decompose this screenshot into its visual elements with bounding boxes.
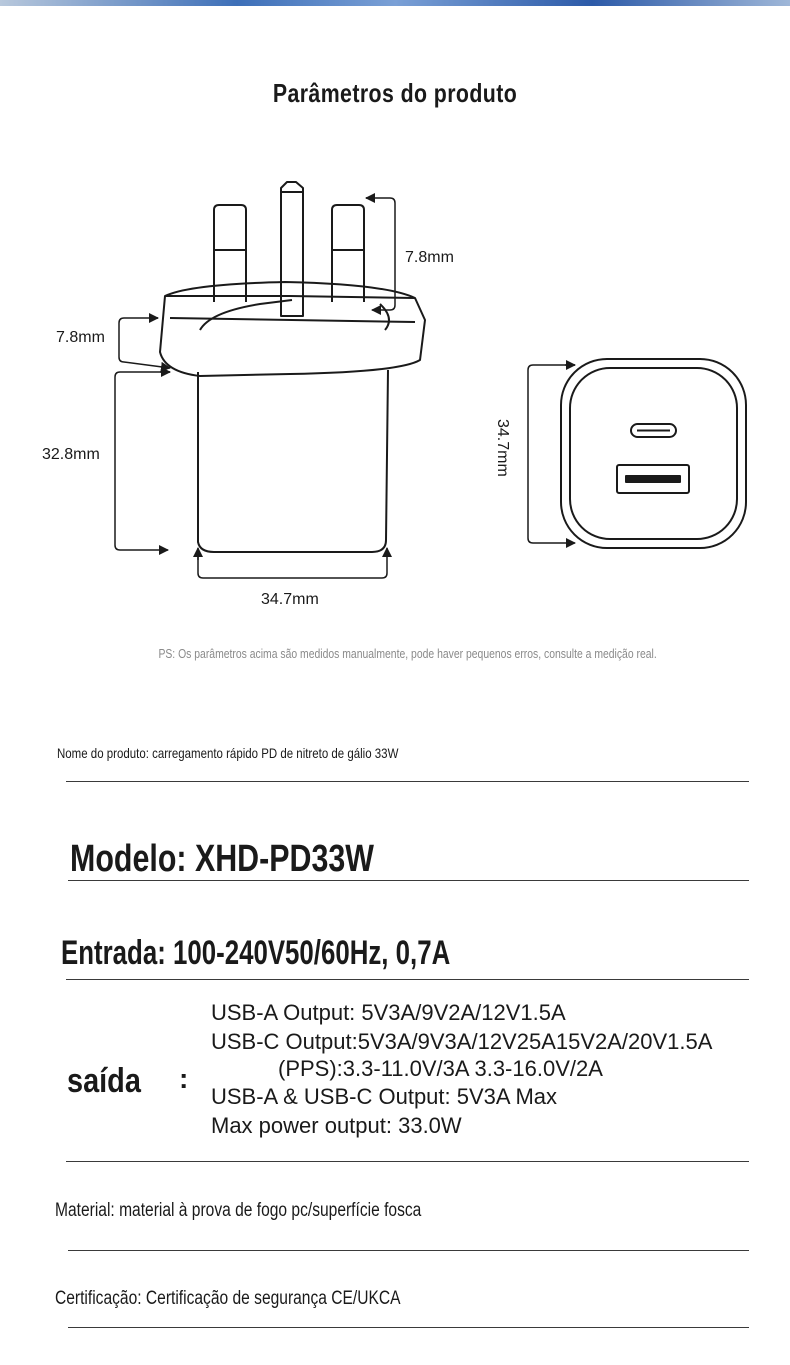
label-top-depth: 7.8mm bbox=[56, 329, 105, 346]
label-side-height: 34.7mm bbox=[494, 419, 511, 477]
label-body-height: 32.8mm bbox=[42, 446, 100, 463]
divider bbox=[68, 1250, 749, 1251]
spec-product-name: Nome do produto: carregamento rápido PD de nitreto de gálio 33W bbox=[57, 745, 399, 761]
dimension-body-height-line bbox=[115, 372, 170, 550]
page-title: Parâmetros do produto bbox=[272, 78, 518, 108]
spec-output-line: USB-C Output:5V3A/9V3A/12V25A15V2A/20V1.5A bbox=[211, 1029, 713, 1054]
divider bbox=[66, 1161, 749, 1162]
spec-output-line: Max power output: 33.0W bbox=[211, 1113, 462, 1138]
spec-material: Material: material à prova de fogo pc/superfície fosca bbox=[55, 1200, 422, 1221]
spec-output-line: USB-A Output: 5V3A/9V2A/12V1.5A bbox=[211, 1000, 566, 1025]
usb-c-port bbox=[631, 424, 676, 437]
divider bbox=[66, 979, 749, 980]
charger-dimension-diagram bbox=[0, 150, 790, 610]
usb-a-port bbox=[617, 465, 689, 493]
plug-prong-left bbox=[214, 205, 246, 302]
spec-output-colon: : bbox=[179, 1063, 189, 1094]
dimension-prong-width-line bbox=[366, 198, 395, 310]
spec-output-list bbox=[211, 998, 712, 1140]
charger-front-view bbox=[561, 359, 746, 548]
label-body-width: 34.7mm bbox=[261, 591, 319, 608]
measurement-note: PS: Os parâmetros acima são medidos manualmente, pode haver pequenos erros, consulte a medição real. bbox=[158, 646, 657, 661]
divider bbox=[68, 1327, 749, 1328]
dimension-side-height-line bbox=[528, 365, 575, 543]
spec-output-line: USB-A & USB-C Output: 5V3A Max bbox=[211, 1084, 558, 1109]
charger-body bbox=[198, 370, 388, 552]
spec-input: Entrada: 100-240V50/60Hz, 0,7A bbox=[61, 934, 451, 972]
spec-output-label: saída bbox=[67, 1062, 141, 1100]
top-decorative-band bbox=[0, 0, 790, 6]
plug-head bbox=[160, 282, 425, 376]
plug-prong-right bbox=[332, 205, 364, 302]
divider bbox=[66, 781, 749, 782]
spec-certification: Certificação: Certificação de segurança CE/UKCA bbox=[55, 1288, 401, 1309]
divider bbox=[68, 880, 749, 881]
spec-output-line: (PPS):3.3-11.0V/3A 3.3-16.0V/2A bbox=[278, 1056, 603, 1081]
spec-model: Modelo: XHD-PD33W bbox=[70, 838, 374, 880]
label-prong-width: 7.8mm bbox=[405, 249, 454, 266]
